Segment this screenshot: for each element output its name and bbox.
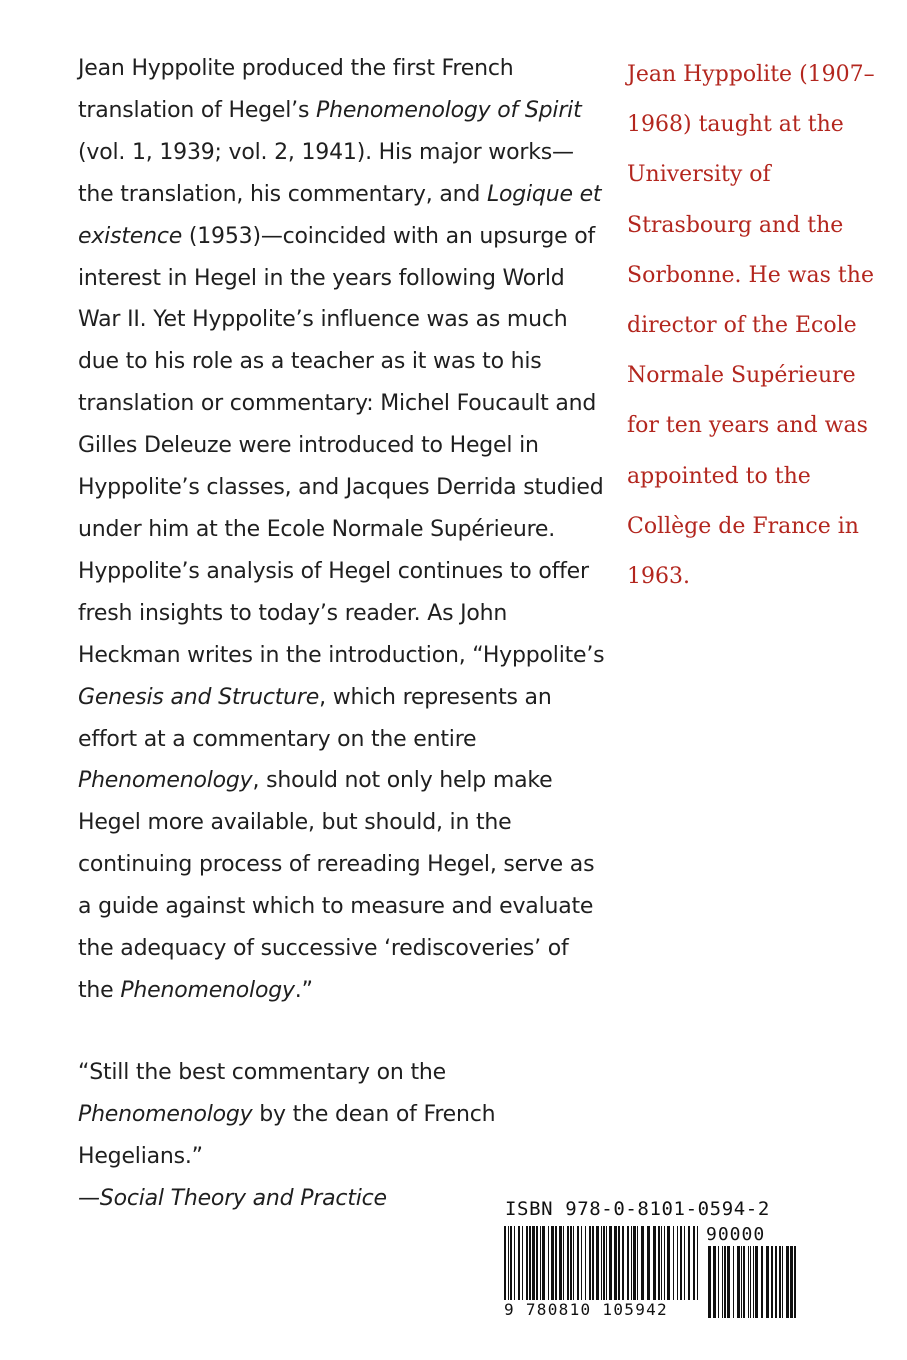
barcode-bar	[761, 1246, 763, 1318]
barcode-bar	[771, 1246, 773, 1318]
barcode-bar	[733, 1246, 734, 1318]
barcode-addon-bars	[706, 1246, 802, 1318]
barcode-bar	[748, 1246, 749, 1318]
blurb-quote: “Still the best commentary on the Phenomenology by the dean of French Hegelians.”	[78, 1060, 496, 1169]
barcode-bar	[718, 1246, 719, 1318]
barcode-bar	[743, 1246, 745, 1318]
barcode-bar	[741, 1246, 742, 1318]
barcode-bar	[786, 1246, 789, 1318]
barcode-digits: 9 780810 105942	[502, 1300, 702, 1319]
barcode-bar	[750, 1246, 751, 1318]
barcode-bar	[724, 1246, 726, 1318]
barcode-bar	[708, 1246, 711, 1318]
isbn-label: ISBN 978-0-8101-0594-2	[505, 1198, 770, 1220]
barcode-bar	[779, 1246, 781, 1318]
author-bio-text: Jean Hyppolite (1907–1968) taught at the University of Strasbourg and the Sorbonne. He was the director of the Ecole Normale Supérieure for ten years and was appointed to the Collège de France in 1963.	[627, 62, 875, 590]
barcode-bar	[753, 1246, 754, 1318]
barcode-bar	[794, 1246, 796, 1318]
blurb-source: —Social Theory and Practice	[78, 1185, 387, 1211]
author-bio	[627, 50, 887, 602]
barcode-bar	[722, 1246, 723, 1318]
description-text	[78, 48, 608, 1012]
isbn-barcode	[502, 1198, 802, 1318]
description-paragraph: Jean Hyppolite produced the first French translation of Hegel’s Phenomenology of Spirit (vol. 1, 1939; vol. 2, 1941). His major works—the translation, his commentary, and Logique et existence (1953)—coincided with an upsurge of interest in Hegel in the years following World War II. Yet Hyppolite’s influence was as much due to his role as a teacher as it was to his translation or commentary: Michel Foucault and Gilles Deleuze were introduced to Hegel in Hyppolite’s classes, and Jacques Derrida studied under him at the Ecole Normale Supérieure. Hyppolite’s analysis of Hegel continues to offer fresh insights to today’s reader. As John Heckman writes in the introduction, “Hyppolite’s Genesis and Structure, which represents an effort at a commentary on the entire Phenomenology, should not only help make Hegel more available, but should, in the continuing process of rereading Hegel, serve as a guide against which to measure and evaluate the adequacy of successive ‘rediscoveries’ of the Phenomenology.”	[78, 56, 605, 1003]
barcode-bar	[755, 1246, 758, 1318]
price-code: 90000	[706, 1224, 766, 1245]
barcode-bar	[713, 1246, 716, 1318]
barcode-bar	[782, 1246, 783, 1318]
barcode-bar	[775, 1246, 777, 1318]
barcode-bar	[766, 1246, 769, 1318]
barcode-bar	[790, 1246, 793, 1318]
barcode-bar	[737, 1246, 740, 1318]
barcode-bar	[727, 1246, 730, 1318]
review-blurb	[78, 1052, 598, 1220]
